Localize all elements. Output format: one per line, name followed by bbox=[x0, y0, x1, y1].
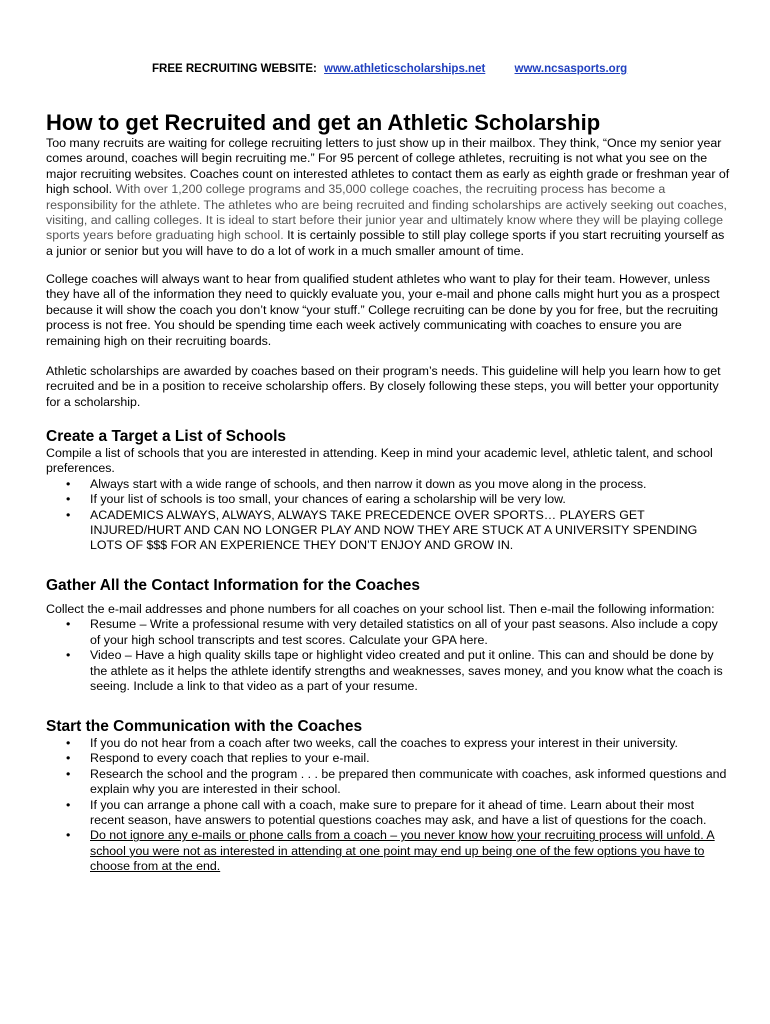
intro-p3: Athletic scholarships are awarded by coaches based on their program’s needs. This guideline will help you learn how to get recruited and be in a position to receive scholarship offers. By closely following these steps, you will better your opportunity for a scholarship. bbox=[46, 364, 721, 409]
section1-text: Compile a list of schools that you are interested in attending. Keep in mind your academic level, athletic talent, and school preferences. bbox=[46, 446, 713, 476]
intro-paragraph-1 bbox=[46, 136, 730, 259]
intro-paragraph-3 bbox=[46, 364, 730, 410]
section-target-schools bbox=[46, 428, 730, 554]
website-header bbox=[152, 63, 672, 75]
list-item: • Respond to every coach that replies to your e-mail. bbox=[46, 751, 730, 766]
intro-p1-part3: It is certainly possible to still play college sports if you start recruiting yourself as a junior or senior but you will have to do a lot of work in a much smaller amount of time. bbox=[46, 228, 725, 258]
list-item: • Research the school and the program . . . be prepared then communicate with coaches, ask informed questions and explain why you are interested in their school. bbox=[46, 767, 730, 798]
list-item: • If you do not hear from a coach after two weeks, call the coaches to express your interest in their university. bbox=[46, 736, 730, 751]
list-item: • Always start with a wide range of schools, and then narrow it down as you move along in the process. bbox=[46, 477, 730, 492]
ncsasports-link[interactable]: www.ncsasports.org bbox=[514, 63, 628, 75]
section2-text: Collect the e-mail addresses and phone numbers for all coaches on your school list. Then e-mail the following information: bbox=[46, 602, 715, 616]
header-prefix: FREE RECRUITING WEBSITE: bbox=[152, 63, 317, 75]
list-item: • If you can arrange a phone call with a coach, make sure to prepare for it ahead of time. Learn about their most recent season, have answers to potential questions coaches may ask, and have a list of questions for the coach. bbox=[46, 798, 730, 829]
intro-p2: College coaches will always want to hear from qualified student athletes who want to play for their team. However, unless they have all of the information they need to quickly evaluate you, your e-mail and phone calls might hurt you as a prospect because it will show the coach you don’t know “your stuff.” College recruiting can be done by you for free, but the recruiting process is not free. You should be spending time each week actively communicating with coaches to ensure you are remaining high on their recruiting boards. bbox=[46, 272, 720, 348]
section1-list bbox=[46, 477, 730, 554]
list-item: • Do not ignore any e-mails or phone calls from a coach – you never know how your recruiting process will unfold. A school you were not as interested in attending at one point may end up being one of the few options you have to choose from at the end. bbox=[46, 828, 730, 874]
section2-list bbox=[46, 617, 730, 694]
section3-list bbox=[46, 736, 730, 875]
intro-p1-part1: Too many recruits are waiting for college recruiting letters to just show up in their mailbox. They think, “Once my senior year comes around, coaches will begin recruiting me.” For 95 percent of college athletes, recruiting is not what you see on the major recruiting websites. Coaches count on interested athletes to contact them as early as eighth grade or freshman year of high school. bbox=[46, 136, 730, 197]
section-contact-info bbox=[46, 577, 730, 694]
list-item: • Video – Have a high quality skills tape or highlight video created and put it online. This can and should be done by the athlete as it helps the athlete identify strengths and weaknesses, saves money, and you know what the coach is seeing. Include a link to that video as a part of your resume. bbox=[46, 648, 730, 694]
athleticscholarships-link[interactable]: www.athleticscholarships.net bbox=[324, 63, 486, 75]
section-communication bbox=[46, 718, 730, 875]
page-title: How to get Recruited and get an Athletic Scholarship bbox=[46, 110, 601, 135]
list-item: • ACADEMICS ALWAYS, ALWAYS, ALWAYS TAKE PRECEDENCE OVER SPORTS… PLAYERS GET INJURED/HURT AND CAN NO LONGER PLAY AND NOW THEY ARE STUCK AT A UNIVERSITY SPENDING LOTS OF $$$ FOR AN EXPERIENCE THEY DON’T ENJOY AND GROW IN. bbox=[46, 508, 730, 554]
section2-heading: Gather All the Contact Information for the Coaches bbox=[46, 577, 421, 594]
list-item: • If your list of schools is too small, your chances of earing a scholarship will be very low. bbox=[46, 492, 730, 507]
list-item: • Resume – Write a professional resume with very detailed statistics on all of your past seasons. Also include a copy of your high school transcripts and test scores. Calculate your GPA here. bbox=[46, 617, 730, 648]
intro-p1-part2: With over 1,200 college programs and 35,000 college coaches, the recruiting process has become a responsibility for the athlete. The athletes who are being recruited and finding scholarships are actively seeking out coaches, visiting, and calling colleges. It is ideal to start before their junior year and ultimately know where they will be playing college sports years before graduating high school. bbox=[46, 182, 727, 243]
intro-paragraph-2 bbox=[46, 272, 730, 349]
section1-heading: Create a Target a List of Schools bbox=[46, 428, 287, 445]
section3-heading: Start the Communication with the Coaches bbox=[46, 718, 363, 735]
